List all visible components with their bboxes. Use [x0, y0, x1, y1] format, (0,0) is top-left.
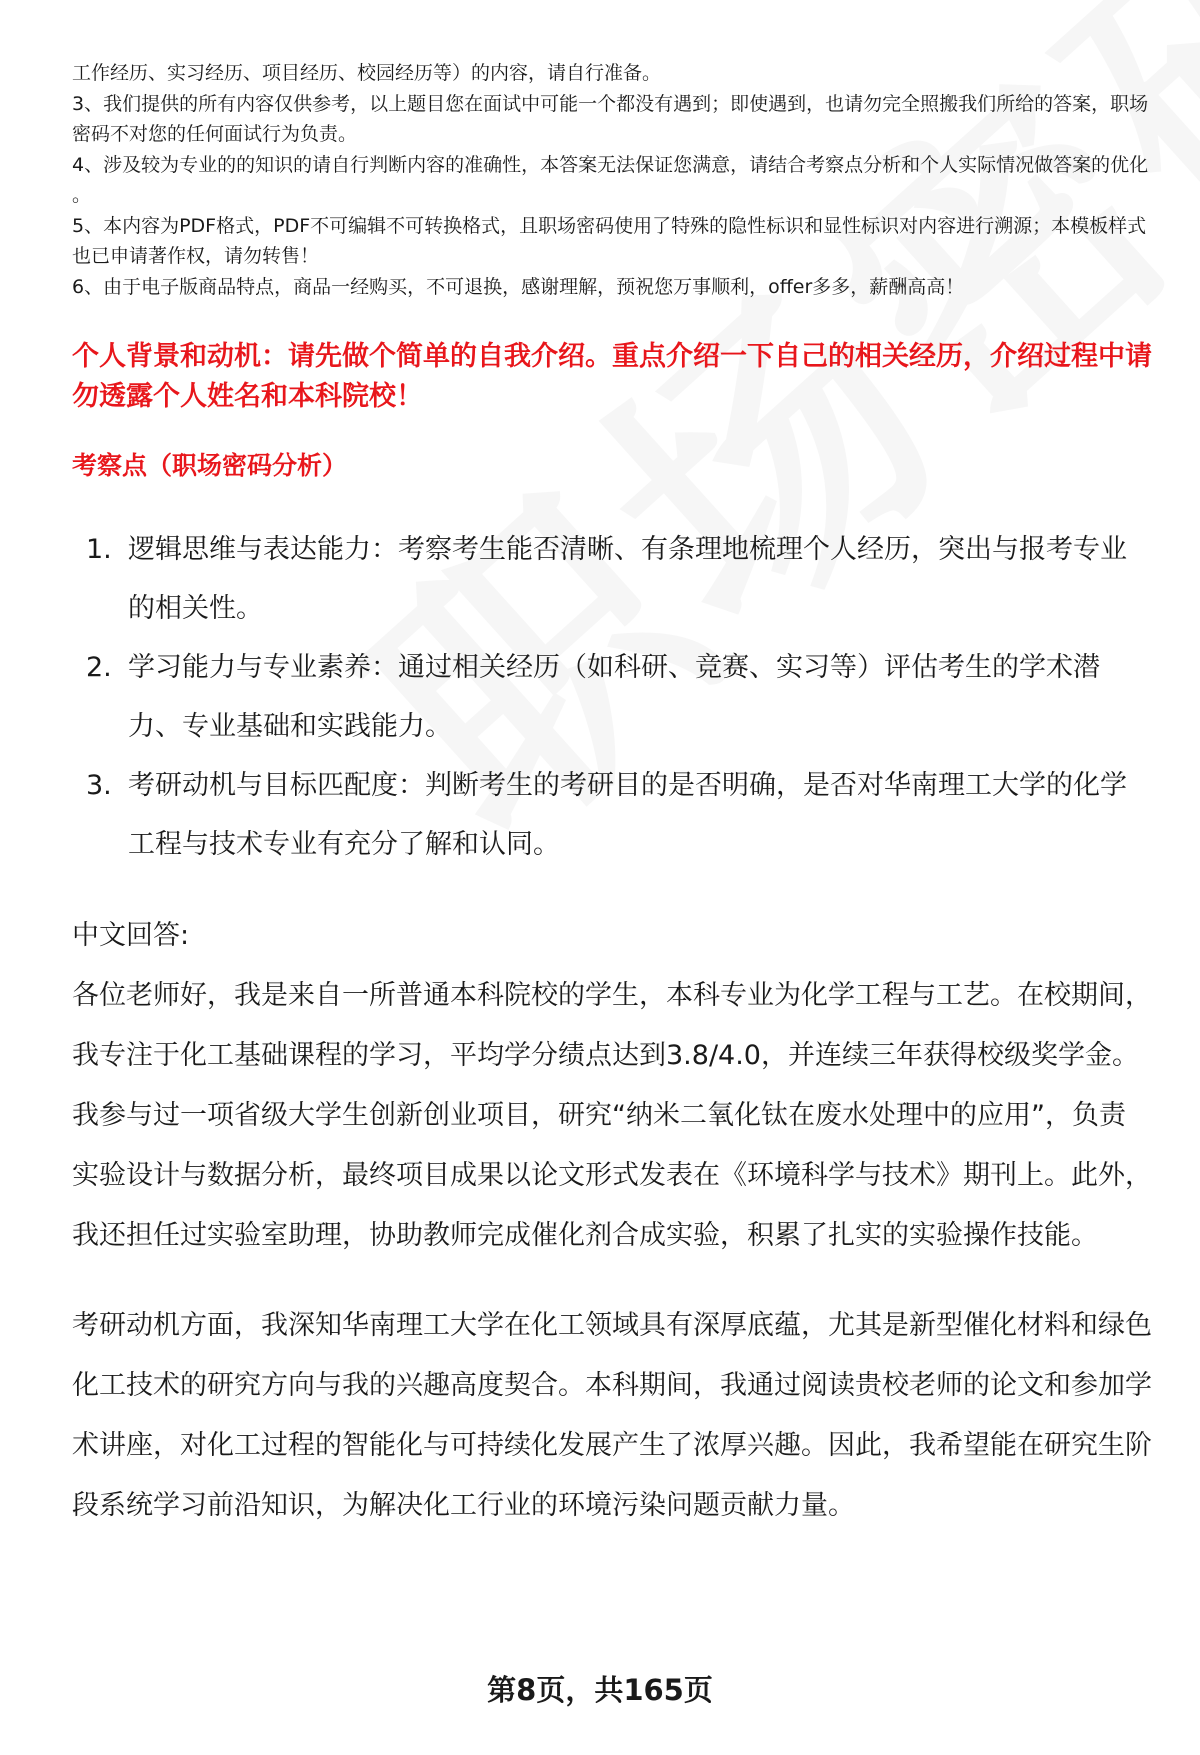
point-text: 考研动机与目标匹配度：判断考生的考研目的是否明确，是否对华南理工大学的化学工程与技术专业有充分了解和认同。	[128, 770, 1127, 860]
answer-label: 中文回答:	[72, 920, 190, 951]
answer-paragraph: 考研动机方面，我深知华南理工大学在化工领域具有深厚底蕴，尤其是新型催化材料和绿色化工技术的研究方向与我的兴趣高度契合。本科期间，我通过阅读贵校老师的论文和参加学术讲座，对化工过程的智能化与可持续化发展产生了浓厚兴趣。因此，我希望能在研究生阶段系统学习前沿知识，为解决化工行业的环境污染问题贡献力量。	[72, 1310, 1152, 1521]
point-number: 1.	[86, 534, 112, 565]
notice-line: 4、涉及较为专业的的知识的请自行判断内容的准确性，本答案无法保证您满意，请结合考察点分析和个人实际情况做答案的优化 。	[72, 153, 1149, 206]
analysis-point	[72, 756, 1152, 874]
notice-list	[72, 58, 1152, 302]
point-number: 3.	[86, 770, 112, 801]
analysis-points	[72, 520, 1152, 874]
point-text: 学习能力与专业素养：通过相关经历（如科研、竞赛、实习等）评估考生的学术潜力、专业基础和实践能力。	[128, 652, 1100, 742]
question-title: 个人背景和动机：请先做个简单的自我介绍。重点介绍一下自己的相关经历，介绍过程中请勿透露个人姓名和本科院校！	[72, 341, 1152, 412]
notice-line: 6、由于电子版商品特点，商品一经购买，不可退换，感谢理解，预祝您万事顺利，offer多多，薪酬高高！	[72, 275, 965, 298]
notice-line: 5、本内容为PDF格式，PDF不可编辑不可转换格式，且职场密码使用了特殊的隐性标识和显性标识对内容进行溯源；本模板样式也已申请著作权，请勿转售！	[72, 214, 1147, 267]
notice-line: 工作经历、实习经历、项目经历、校园经历等）的内容，请自行准备。	[72, 62, 662, 84]
answer-paragraph: 各位老师好，我是来自一所普通本科院校的学生，本科专业为化学工程与工艺。在校期间，我专注于化工基础课程的学习，平均学分绩点达到3.8/4.0，并连续三年获得校级奖学金。我参与过一项省级大学生创新创业项目，研究“纳米二氧化钛在废水处理中的应用”，负责实验设计与数据分析，最终项目成果以论文形式发表在《环境科学与技术》期刊上。此外，我还担任过实验室助理，协助教师完成催化剂合成实验，积累了扎实的实验操作技能。	[72, 980, 1152, 1251]
analysis-point	[72, 520, 1152, 638]
notice-line: 3、我们提供的所有内容仅供参考，以上题目您在面试中可能一个都没有遇到；即使遇到，也请勿完全照搬我们所给的答案，职场密码不对您的任何面试行为负责。	[72, 92, 1149, 145]
point-text: 逻辑思维与表达能力：考察考生能否清晰、有条理地梳理个人经历，突出与报考专业的相关性。	[128, 534, 1127, 624]
analysis-point	[72, 638, 1152, 756]
answer-section	[72, 906, 1152, 1536]
page-number: 第8页，共165页	[487, 1673, 713, 1707]
point-number: 2.	[86, 652, 112, 683]
analysis-heading: 考察点（职场密码分析）	[72, 451, 348, 480]
